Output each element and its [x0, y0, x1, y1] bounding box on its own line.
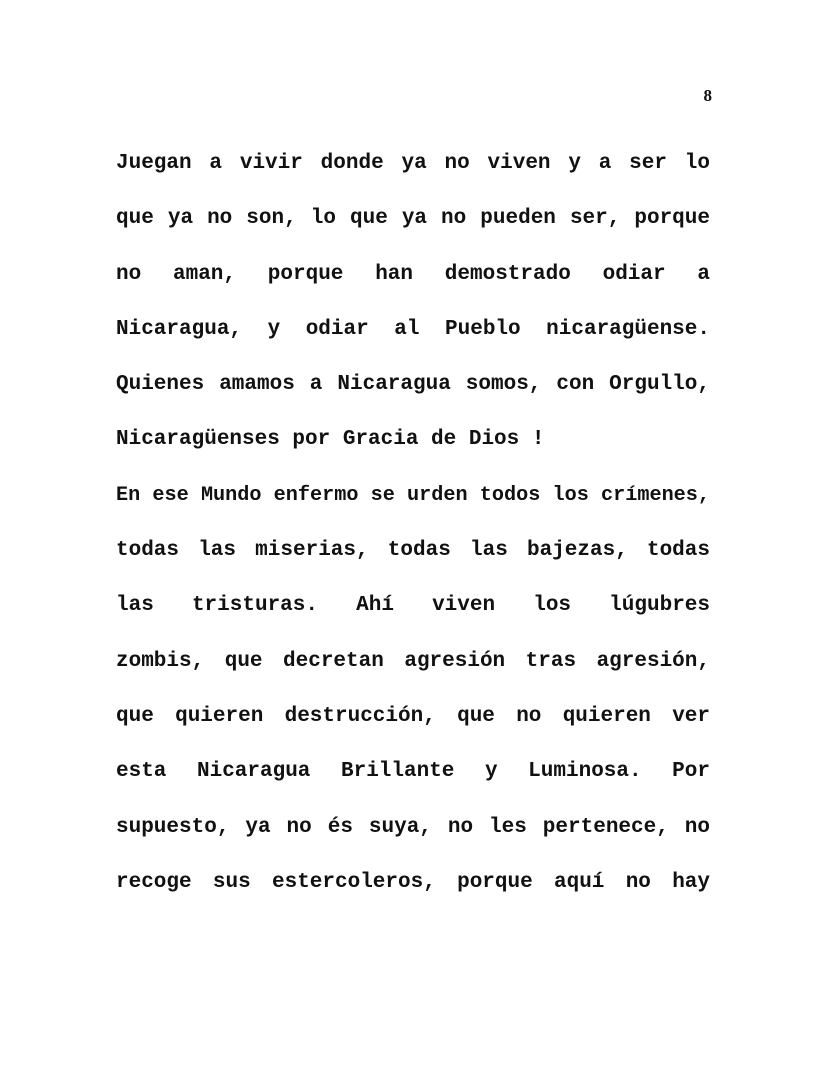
text-line: las tristuras. Ahí viven los lúgubres: [116, 594, 710, 618]
text-line: recoge sus estercoleros, porque aquí no hay: [116, 870, 710, 894]
text-line: Quienes amamos a Nicaragua somos, con Orgullo,: [116, 373, 710, 397]
text-line: todas las miserias, todas las bajezas, todas: [116, 539, 710, 563]
text-line: que ya no son, lo que ya no pueden ser, porque: [116, 207, 710, 231]
text-line: no aman, porque han demostrado odiar a: [116, 262, 710, 286]
text-line: esta Nicaragua Brillante y Luminosa. Por: [116, 760, 710, 784]
page-number: 8: [703, 86, 712, 105]
text-line: Nicaragua, y odiar al Pueblo nicaragüense.: [116, 317, 710, 341]
text-line: que quieren destrucción, que no quieren ver: [116, 704, 710, 728]
text-line: zombis, que decretan agresión tras agresión,: [116, 649, 710, 673]
text-line: Nicaragüenses por Gracia de Dios !: [116, 428, 545, 452]
text-line: supuesto, ya no és suya, no les pertenece, no: [116, 815, 710, 839]
body-paragraph: [116, 146, 710, 920]
text-line: Juegan a vivir donde ya no viven y a ser lo: [116, 152, 710, 175]
text-line: En ese Mundo enfermo se urden todos los crímenes,: [116, 483, 710, 507]
